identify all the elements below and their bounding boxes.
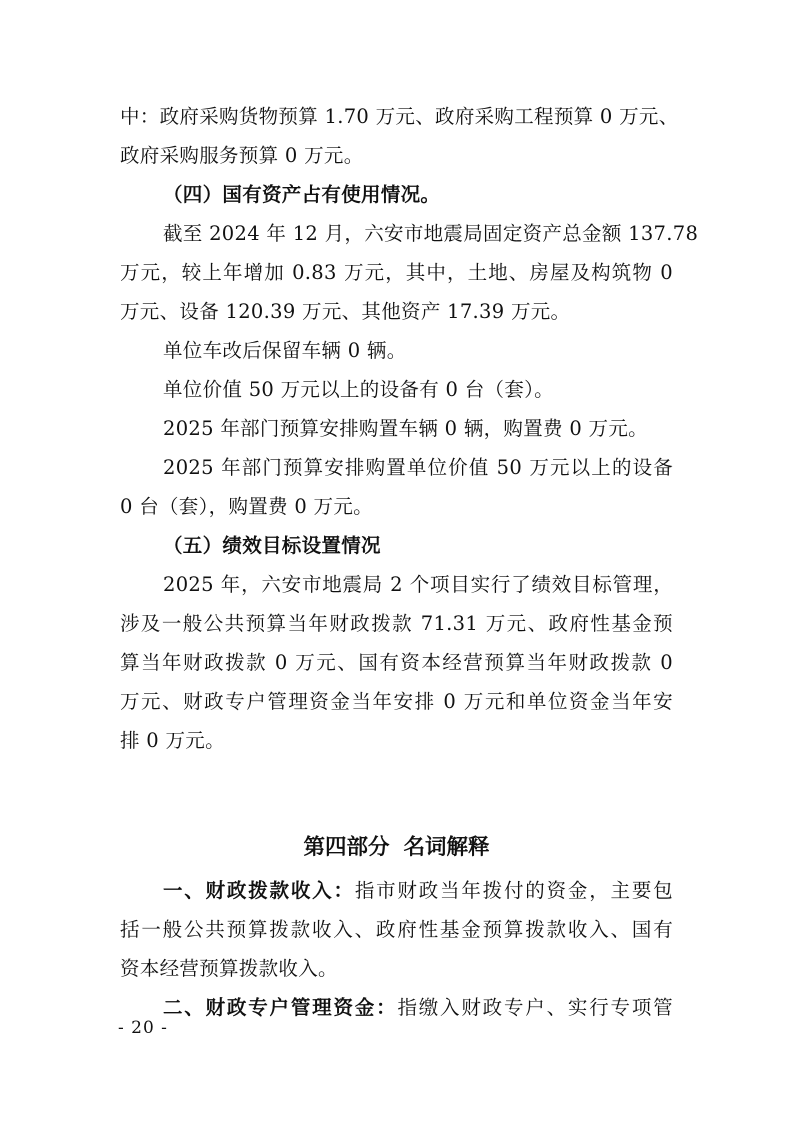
page-number: - 20 - xyxy=(118,1018,168,1038)
paragraph-line: 截至 2024 年 12 月，六安市地震局固定资产总金额 137.78 xyxy=(163,222,699,245)
paragraph-line: 0 台（套），购置费 0 万元。 xyxy=(120,495,373,518)
paragraph-line: 2025 年部门预算安排购置车辆 0 辆，购置费 0 万元。 xyxy=(163,417,648,440)
paragraph-line: 万元、设备 120.39 万元、其他资产 17.39 万元。 xyxy=(120,300,571,323)
section-title-part: 第四部分 xyxy=(303,835,390,860)
paragraph-line: 万元、财政专户管理资金当年安排 0 万元和单位资金当年安 xyxy=(120,690,673,713)
paragraph-line: 2025 年，六安市地震局 2 个项目实行了绩效目标管理， xyxy=(163,573,673,596)
term-definition: 指市财政当年拨付的资金，主要包 xyxy=(354,879,673,902)
paragraph-line: 算当年财政拨款 0 万元、国有资本经营预算当年财政拨款 0 xyxy=(120,651,673,674)
paragraph-line: 单位车改后保留车辆 0 辆。 xyxy=(163,339,407,362)
section-title-name: 名词解释 xyxy=(403,835,490,860)
paragraph-line: 涉及一般公共预算当年财政拨款 71.31 万元、政府性基金预 xyxy=(120,612,673,635)
paragraph-line: 括一般公共预算拨款收入、政府性基金预算拨款收入、国有 xyxy=(120,918,673,941)
term-label-special-account: 二、财政专户管理资金： xyxy=(163,996,398,1019)
paragraph-line: 政府采购服务预算 0 万元。 xyxy=(120,144,364,167)
term-definition: 指缴入财政专户、实行专项管 xyxy=(397,996,673,1019)
paragraph-line: 单位价值 50 万元以上的设备有 0 台（套）。 xyxy=(163,378,554,401)
paragraph-line: 资本经营预算拨款收入。 xyxy=(120,957,338,980)
term-line xyxy=(163,993,673,1023)
paragraph-line: 排 0 万元。 xyxy=(120,729,225,752)
subsection-heading-assets: （四）国有资产占有使用情况。 xyxy=(163,183,441,206)
paragraph-line: 中：政府采购货物预算 1.70 万元、政府采购工程预算 0 万元、 xyxy=(120,105,679,128)
term-label-fiscal-revenue: 一、财政拨款收入： xyxy=(163,879,355,902)
subsection-heading-performance: （五）绩效目标设置情况 xyxy=(163,534,381,557)
term-line xyxy=(163,876,673,906)
section-title xyxy=(0,832,793,864)
paragraph-line: 2025 年部门预算安排购置单位价值 50 万元以上的设备 xyxy=(163,456,673,479)
paragraph-line: 万元，较上年增加 0.83 万元，其中，土地、房屋及构筑物 0 xyxy=(120,261,673,284)
